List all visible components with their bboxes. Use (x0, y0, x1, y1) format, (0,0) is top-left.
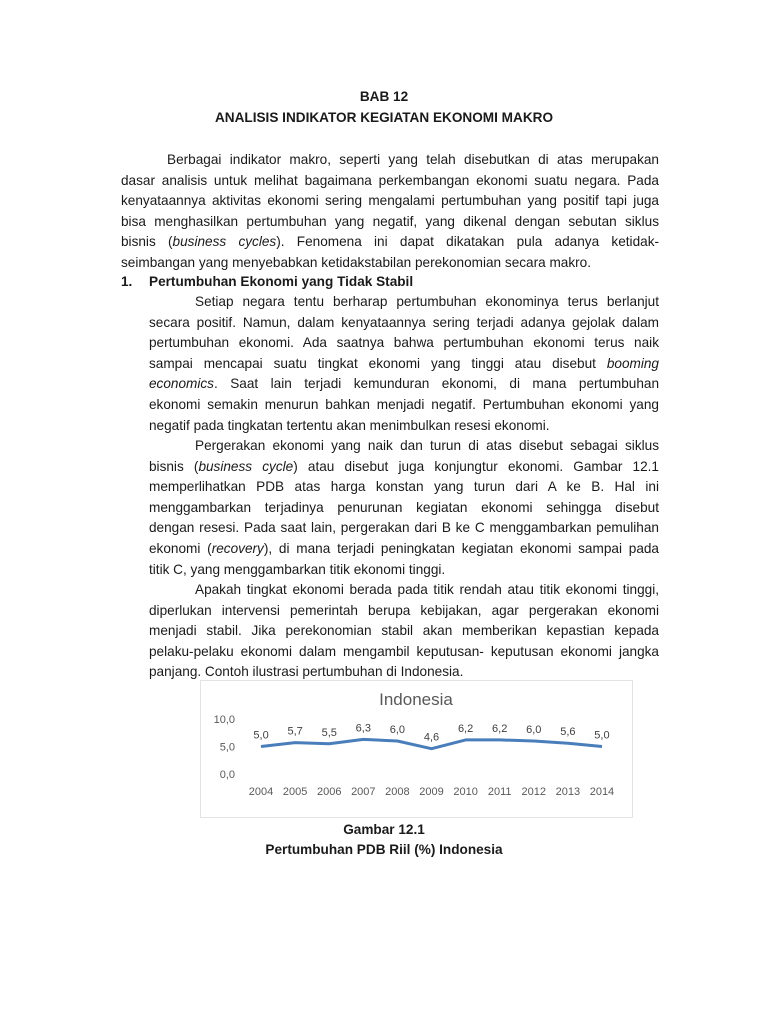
x-tick-label: 2006 (316, 786, 342, 798)
chapter-title: ANALISIS INDIKATOR KEGIATAN EKONOMI MAKRO (214, 110, 554, 125)
data-label: 5,0 (594, 729, 610, 742)
section-paragraph-2 (149, 436, 659, 580)
x-tick-label: 2009 (419, 786, 444, 798)
data-label: 6,2 (492, 722, 508, 735)
data-label: 6,0 (526, 724, 542, 736)
text-line: ekonomi semakin menurun bahkan menjadi negatif. Pertumbuhan ekonomi yang (149, 396, 659, 412)
text-line: ekonomi (recovery), di mana terjadi peningkatan kegiatan ekonomi sampai pada (149, 540, 659, 556)
y-tick-label: 10,0 (213, 714, 235, 726)
figure-caption-number: Gambar 12.1 (343, 822, 425, 837)
text-line: Pergerakan ekonomi yang naik dan turun di atas disebut sebagai siklus (195, 438, 659, 453)
text-line: titik C, yang menggambarkan titik ekonomi tinggi. (149, 561, 446, 577)
text-line: dasar analisis untuk melihat bagaimana perkembangan ekonomi suatu negara. Pada (121, 172, 659, 188)
chapter-label: BAB 12 (359, 89, 409, 104)
data-label: 6,2 (457, 722, 474, 735)
section-paragraph-3 (149, 580, 659, 683)
chart-title: Indonesia (379, 690, 453, 709)
x-tick-label: 2007 (351, 786, 376, 798)
text-line: bisnis (business cycle) atau disebut juga konjungtur ekonomi. Gambar 12.1 (149, 458, 659, 474)
x-tick-label: 2008 (385, 786, 410, 798)
data-label: 5,5 (321, 726, 337, 739)
data-label: 6,3 (355, 722, 371, 735)
data-label: 5,0 (253, 729, 269, 742)
text-line: secara positif. Namun, dalam kenyataannya sering terjadi adanya gejolak dalam (149, 314, 659, 330)
y-tick-label: 0,0 (219, 769, 235, 781)
section-number: 1. (121, 274, 133, 289)
text-line: kenyataannya aktivitas ekonomi sering mengalami pertumbuhan yang positif tapi juga (121, 193, 659, 209)
text-line: panjang. Contoh ilustrasi pertumbuhan di Indonesia. (149, 664, 464, 680)
intro-paragraph (121, 150, 659, 274)
text-line: pelaku-pelaku ekonomi dalam mengambil keputusan- keputusan ekonomi jangka (149, 643, 659, 659)
text-line: dengan resesi. Pada saat lain, pergerakan dari B ke C menggambarkan pemulihan (149, 520, 659, 536)
text-line: seimbangan yang menyebabkan ketidakstabilan perekonomian secara makro. (121, 254, 592, 270)
x-tick-label: 2013 (555, 786, 581, 798)
text-line: Setiap negara tentu berharap pertumbuhan ekonominya terus berlanjut (195, 294, 659, 309)
x-tick-label: 2010 (453, 786, 478, 798)
text-line: Apakah tingkat ekonomi berada pada titik rendah atau titik ekonomi tinggi, (195, 582, 659, 597)
x-tick-label: 2014 (589, 786, 615, 798)
y-tick-label: 5,0 (219, 741, 235, 754)
x-tick-label: 2012 (521, 786, 547, 798)
text-line: menggambarkan terjadinya penurunan kegiatan ekonomi sehingga disebut (149, 499, 659, 515)
data-label: 5,7 (287, 725, 303, 738)
text-line: memperlihatkan PDB atas harga konstan yang turun dari A ke B. Hal ini (149, 479, 659, 495)
text-line: diperlukan intervensi pemerintah berupa kebijakan, agar pergerakan ekonomi (149, 602, 659, 618)
data-label: 5,6 (560, 726, 576, 739)
section-paragraph-1 (149, 292, 659, 436)
data-label: 4,6 (423, 731, 440, 744)
text-line: menjadi stabil. Jika perekonomian stabil akan memberikan kepastian kepada (149, 623, 659, 639)
text-line: sampai mencapai suatu tingkat ekonomi yang tinggi atau disebut booming (149, 355, 659, 371)
x-tick-label: 2005 (282, 786, 308, 798)
chart-canvas (201, 681, 632, 817)
gdp-growth-chart (200, 680, 633, 818)
text-line: Berbagai indikator makro, seperti yang telah disebutkan di atas merupakan (167, 152, 659, 167)
text-line: bisnis (business cycles). Fenomena ini dapat dikatakan pula adanya ketidak- (121, 234, 660, 250)
text-line: economics. Saat lain terjadi kemunduran ekonomi, di mana pertumbuhan (149, 376, 659, 392)
text-line: pertumbuhan ekonomi. Ada saatnya bahwa pertumbuhan ekonomi terus naik (149, 335, 659, 351)
x-tick-label: 2004 (248, 786, 274, 798)
text-line: bisa menghasilkan pertumbuhan yang negatif, yang dikenal dengan sebutan siklus (121, 213, 659, 229)
figure-caption-title: Pertumbuhan PDB Riil (%) Indonesia (265, 842, 503, 857)
x-tick-label: 2011 (487, 786, 512, 798)
section-title: Pertumbuhan Ekonomi yang Tidak Stabil (149, 274, 414, 289)
data-label: 6,0 (389, 724, 406, 736)
text-line: negatif pada tingkatan tertentu akan menimbulkan resesi ekonomi. (149, 417, 550, 433)
